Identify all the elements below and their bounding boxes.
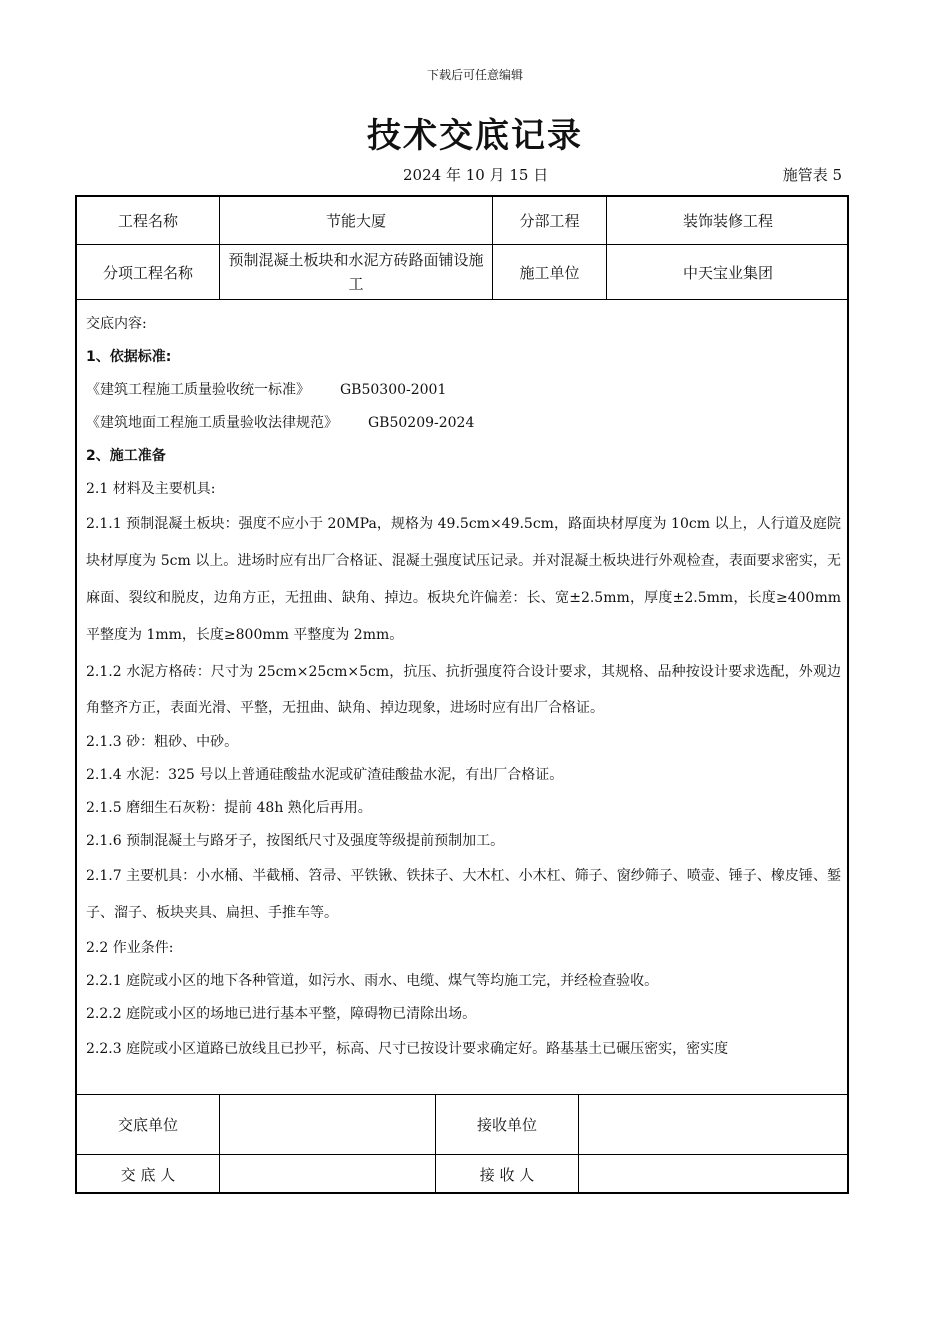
construction-unit-label: 施工单位 xyxy=(519,263,580,282)
standard-code: GB50300-2001 xyxy=(340,382,447,398)
content-paragraph: 2.1 材料及主要机具: xyxy=(86,481,216,497)
standard-item xyxy=(86,374,841,407)
content-paragraph: 2.2.3 庭院或小区道路已放线且已抄平，标高、尺寸已按设计要求确定好。路基基土已碾压密实，密实度 xyxy=(86,1041,729,1057)
standard-item xyxy=(86,407,841,440)
issuer-unit-label: 交底单位 xyxy=(117,1116,178,1134)
section-heading: 2、施工准备 xyxy=(86,448,166,464)
content-paragraph: 2.2.2 庭院或小区的场地已进行基本平整，障碍物已清除出场。 xyxy=(86,1006,477,1022)
division-value: 装饰装修工程 xyxy=(682,212,773,230)
content-paragraph: 2.1.6 预制混凝土与路牙子，按图纸尺寸及强度等级提前预制加工。 xyxy=(86,833,505,849)
content-paragraph: 2.1.3 砂：粗砂、中砂。 xyxy=(86,734,239,750)
receiver-person-label: 接 收 人 xyxy=(479,1166,535,1184)
record-table xyxy=(75,195,849,1194)
content-paragraph: 2.1.7 主要机具：小水桶、半截桶、笤帚、平铁锹、铁抹子、大木杠、小木杠、筛子、窗纱筛子、喷壶、锤子、橡皮锤、錾子、溜子、板块夹具、扁担、手推车等。 xyxy=(86,868,841,921)
divider xyxy=(77,299,849,300)
page-title: 技术交底记录 xyxy=(367,116,583,156)
receiver-person-field[interactable] xyxy=(579,1155,849,1194)
receiver-unit-field[interactable] xyxy=(579,1095,849,1154)
top-note: 下载后可任意编辑 xyxy=(426,68,523,82)
record-date: 2024 年 10 月 15 日 xyxy=(403,166,549,184)
issuer-unit-field[interactable] xyxy=(220,1095,435,1154)
issuer-person-field[interactable] xyxy=(220,1155,435,1194)
subitem-value: 预制混凝土板块和水泥方砖路面铺设施工 xyxy=(228,251,484,293)
content-paragraph: 2.1.4 水泥：325 号以上普通硅酸盐水泥或矿渣硅酸盐水泥，有出厂合格证。 xyxy=(86,767,564,783)
construction-unit-value: 中天宝业集团 xyxy=(682,263,773,282)
content-paragraph: 2.1.5 磨细生石灰粉：提前 48h 熟化后再用。 xyxy=(86,800,372,816)
content-paragraph: 2.2.1 庭院或小区的地下各种管道，如污水、雨水、电缆、煤气等均施工完，并经检查验收。 xyxy=(86,973,659,989)
standard-name: 《建筑地面工程施工质量验收法律规范》 xyxy=(86,415,338,431)
standard-code: GB50209-2024 xyxy=(368,415,475,431)
division-label: 分部工程 xyxy=(519,212,580,230)
content-paragraph: 2.2 作业条件: xyxy=(86,940,174,956)
content-paragraph: 2.1.2 水泥方格砖：尺寸为 25cm×25cm×5cm，抗压、抗折强度符合设计要求，其规格、品种按设计要求选配，外观边角整齐方正，表面光滑、平整，无扭曲、缺角、掉边现象，进场时应有出厂合格证。 xyxy=(86,664,841,716)
form-number: 施管表 5 xyxy=(782,166,842,184)
issuer-person-label: 交 底 人 xyxy=(120,1166,176,1184)
project-name-value: 节能大厦 xyxy=(325,212,386,230)
subitem-label: 分项工程名称 xyxy=(102,263,193,282)
section-heading: 1、依据标准: xyxy=(86,349,172,365)
standard-name: 《建筑工程施工质量验收统一标准》 xyxy=(86,382,310,398)
receiver-unit-label: 接收单位 xyxy=(476,1116,537,1134)
content-intro: 交底内容: xyxy=(86,316,147,332)
project-name-label: 工程名称 xyxy=(117,212,178,230)
content-paragraph: 2.1.1 预制混凝土板块：强度不应小于 20MPa，规格为 49.5cm×49.5cm，路面块材厚度为 10cm 以上，人行道及庭院块材厚度为 5cm 以上。进场时应有出厂合格证、混凝土强度试压记录。并对混凝土板块进行外观检查，表面要求密实，无麻面、裂纹和脱皮，边角方正，无扭曲、缺角、掉边。板块允许偏差：长、宽±2.5mm，厚度±2.5mm，长度≥400mm 平整度为 1mm，长度≥800mm 平整度为 2mm。 xyxy=(86,516,841,643)
briefing-content xyxy=(86,308,841,1068)
